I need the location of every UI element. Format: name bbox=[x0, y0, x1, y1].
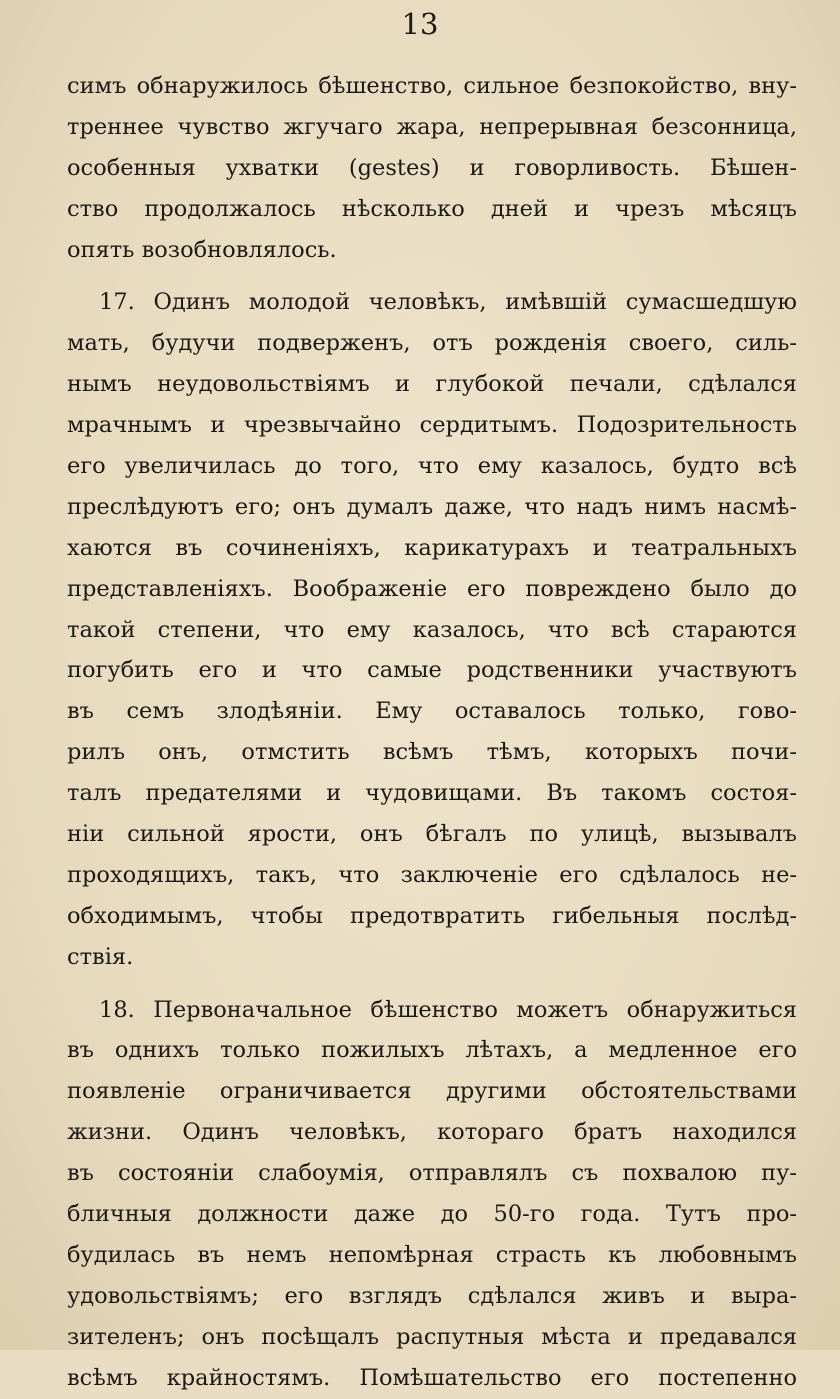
text-line: 18. Первоначальное бѣшенство можетъ обнаружиться bbox=[99, 996, 797, 1023]
text-line: особенныя ухватки (gestes) и говорливость. Бѣшен- bbox=[67, 154, 797, 181]
text-line: проходящихъ, такъ, что заключеніе его сдѣлалось не- bbox=[67, 861, 797, 888]
text-line: въ состояніи слабоумія, отправлялъ съ похвалою пу- bbox=[67, 1160, 797, 1187]
paragraph-17 bbox=[67, 282, 797, 977]
text-line: мать, будучи подверженъ, отъ рожденія своего, силь- bbox=[67, 330, 797, 357]
text-line: жизни. Одинъ человѣкъ, котораго братъ находился bbox=[67, 1119, 797, 1146]
text-line: бличныя должности даже до 50-го года. Тутъ про- bbox=[67, 1201, 797, 1228]
text-line: обходимымъ, чтобы предотвратить гибельныя послѣд- bbox=[67, 902, 797, 929]
text-line: талъ предателями и чудовищами. Въ такомъ состоя- bbox=[67, 780, 797, 807]
text-line: представленіяхъ. Воображеніе его повреждено было до bbox=[67, 575, 797, 602]
text-line: зителенъ; онъ посѣщалъ распутныя мѣста и предавался bbox=[67, 1323, 797, 1350]
paragraph-continuation bbox=[67, 66, 797, 270]
text-line: всѣмъ крайностямъ. Помѣшательство его постепенно bbox=[67, 1364, 797, 1391]
paragraph-gap bbox=[67, 270, 797, 282]
text-line: треннее чувство жгучаго жара, непрерывная безсонница, bbox=[67, 113, 797, 140]
text-line: симъ обнаружилось бѣшенство, сильное безпокойство, вну- bbox=[67, 73, 797, 99]
text-line: хаются въ сочиненіяхъ, карикатурахъ и театральныхъ bbox=[67, 534, 797, 561]
text-line: ствія. bbox=[67, 943, 134, 970]
text-line: ство продолжалось нѣсколько дней и чрезъ мѣсяцъ bbox=[67, 195, 797, 222]
text-line: мрачнымъ и чрезвычайно сердитымъ. Подозрительность bbox=[67, 412, 797, 439]
text-line: его увеличилась до того, что ему казалось, будто всѣ bbox=[67, 453, 797, 480]
text-line: такой степени, что ему казалось, что всѣ стараются bbox=[67, 616, 797, 643]
text-line: нымъ неудовольствіямъ и глубокой печали, сдѣлался bbox=[67, 371, 797, 398]
text-line: въ семъ злодѣяніи. Ему оставалось только, гово- bbox=[67, 698, 797, 725]
text-line: рилъ онъ, отмстить всѣмъ тѣмъ, которыхъ почи- bbox=[67, 739, 797, 766]
paragraph-gap bbox=[67, 978, 797, 990]
body-text bbox=[67, 66, 797, 1399]
text-line: опять возобновлялось. bbox=[67, 236, 337, 263]
text-line: ніи сильной ярости, онъ бѣгалъ по улицѣ, вызывалъ bbox=[67, 821, 797, 848]
paragraph-18 bbox=[67, 990, 797, 1399]
text-line: преслѣдуютъ его; онъ думалъ даже, что надъ нимъ насмѣ- bbox=[67, 493, 797, 520]
text-line: появленіе ограничивается другими обстоятельствами bbox=[67, 1078, 797, 1105]
text-line: погубить его и что самые родственники участвуютъ bbox=[67, 657, 797, 684]
text-line: удовольствіямъ; его взглядъ сдѣлался живъ и выра- bbox=[67, 1282, 797, 1309]
text-line: 17. Одинъ молодой человѣкъ, имѣвшій сумасшедшую bbox=[99, 289, 797, 316]
text-line: будилась въ немъ непомѣрная страсть къ любовнымъ bbox=[67, 1241, 797, 1268]
page-number: 13 bbox=[401, 7, 439, 41]
text-line: въ однихъ только пожилыхъ лѣтахъ, а медленное его bbox=[67, 1037, 797, 1064]
